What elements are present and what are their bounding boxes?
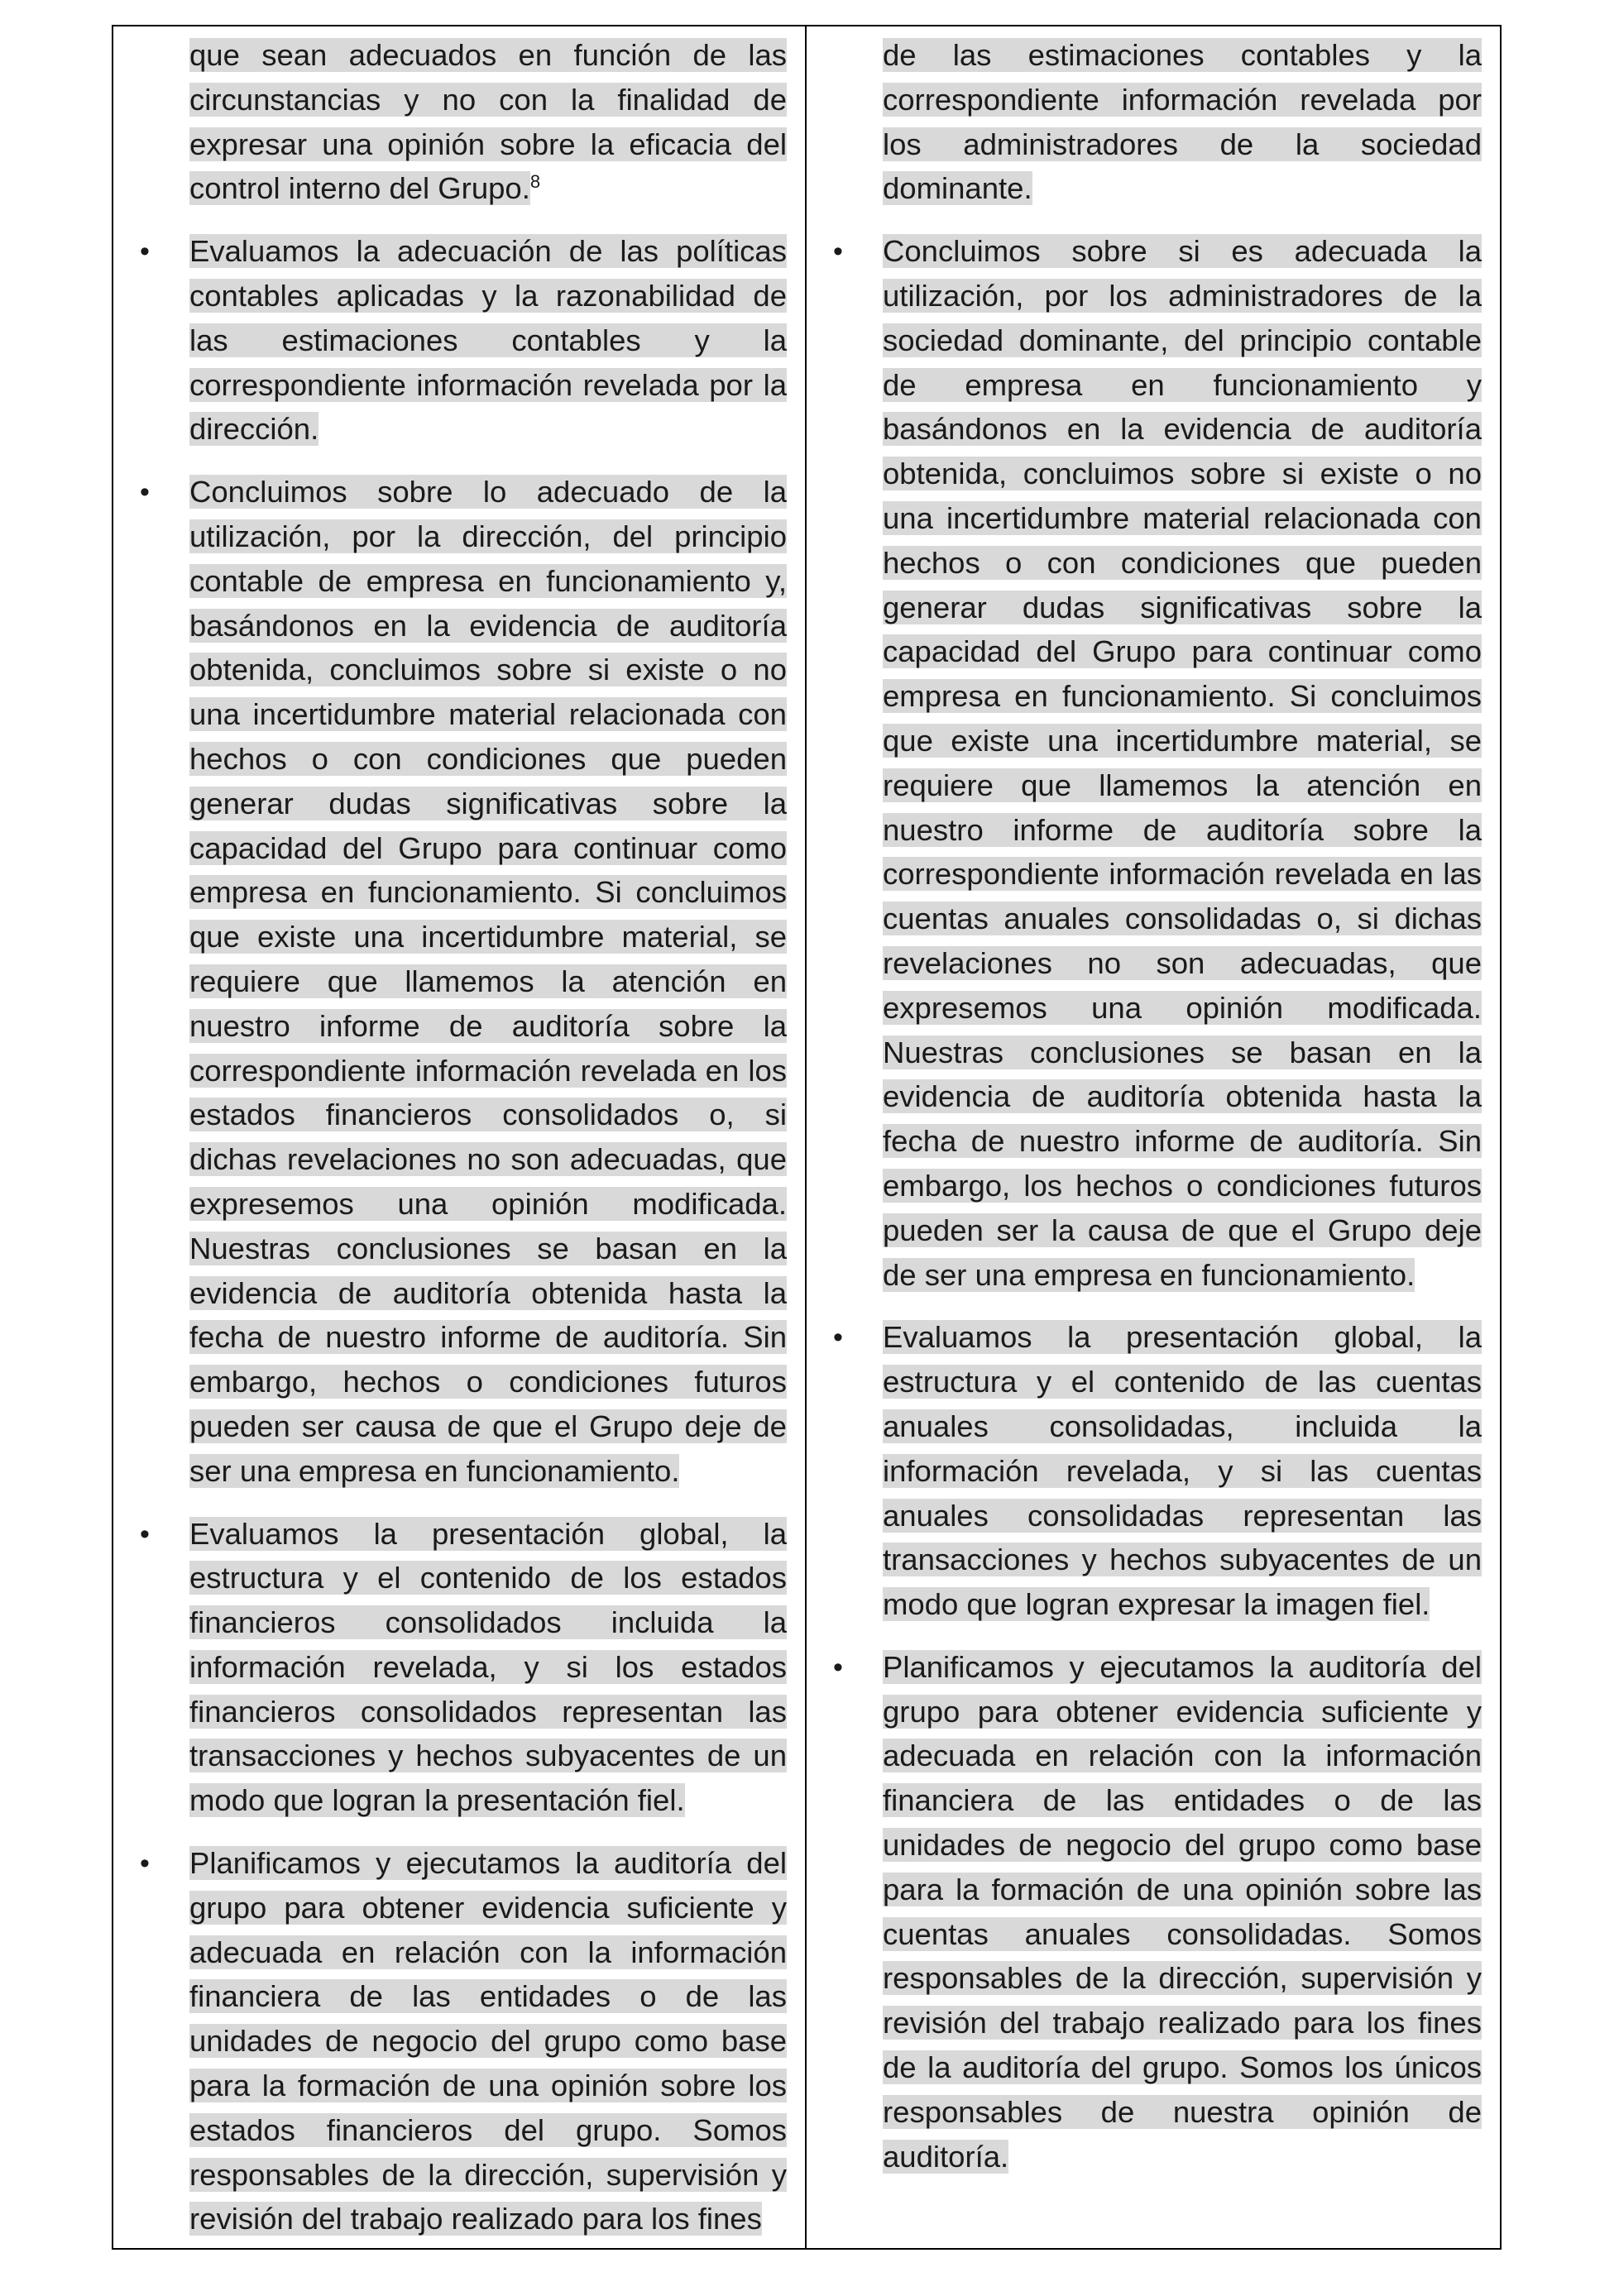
bullet-icon: •: [140, 1518, 150, 1550]
bullet-icon: •: [140, 1848, 150, 1880]
comparison-table: [112, 25, 1502, 2250]
left-continuation: [132, 33, 787, 211]
bullet-icon: •: [833, 1651, 843, 1683]
list-item-text: Evaluamos la adecuación de las políticas contables aplicadas y la razonabilidad de las estimaciones contables y la correspondiente información revelada por la dirección.: [189, 234, 787, 447]
list-item-text: Concluimos sobre lo adecuado de la utilización, por la dirección, del principio contable de empresa en funcionamiento y, basándonos en la evidencia de auditoría obtenida, concluimos sobre si existe o no una incertidumbre material relacionada con hechos o con condiciones que pueden generar dudas significativas sobre la capacidad del Grupo para continuar como empresa en funcionamiento. Si concluimos que existe una incertidumbre material, se requiere que llamemos la atención en nuestro informe de auditoría sobre la correspondiente información revelada en los estados financieros consolidados o, si dichas revelaciones no son adecuadas, que expresemos una opinión modificada. Nuestras conclusiones se basan en la evidencia de auditoría obtenida hasta la fecha de nuestro informe de auditoría. Sin embargo, hechos o condiciones futuros pueden ser causa de que el Grupo deje de ser una empresa en funcionamiento.: [189, 475, 787, 1488]
list-item: [132, 470, 787, 1493]
right-continuation-text: de las estimaciones contables y la correspondiente información revelada por los administradores de la sociedad dominante.: [883, 38, 1482, 206]
list-item-text: Concluimos sobre si es adecuada la utilización, por los administradores de la sociedad dominante, del principio contable de empresa en funcionamiento y basándonos en la evidencia de auditoría obtenida, concluimos sobre si existe o no una incertidumbre material relacionada con hechos o con condiciones que pueden generar dudas significativas sobre la capacidad del Grupo para continuar como empresa en funcionamiento. Si concluimos que existe una incertidumbre material, se requiere que llamemos la atención en nuestro informe de auditoría sobre la correspondiente información revelada en las cuentas anuales consolidadas o, si dichas revelaciones no son adecuadas, que expresemos una opinión modificada. Nuestras conclusiones se basan en la evidencia de auditoría obtenida hasta la fecha de nuestro informe de auditoría. Sin embargo, los hechos o condiciones futuros pueden ser la causa de que el Grupo deje de ser una empresa en funcionamiento.: [883, 234, 1482, 1292]
list-item: [132, 229, 787, 452]
bullet-icon: •: [833, 236, 843, 268]
left-column: [113, 26, 807, 2248]
right-continuation: [825, 33, 1482, 211]
list-item: [132, 1512, 787, 1824]
right-column: [807, 26, 1500, 2248]
list-item-text: Evaluamos la presentación global, la estructura y el contenido de las cuentas anuales consolidadas, incluida la información revelada, y si las cuentas anuales consolidadas representan las transacciones y hechos subyacentes de un modo que logran expresar la imagen fiel.: [883, 1320, 1482, 1622]
list-item: [825, 1315, 1482, 1627]
list-item: [825, 229, 1482, 1297]
list-item-text: Planificamos y ejecutamos la auditoría del grupo para obtener evidencia suficiente y adecuada en relación con la información financiera de las entidades o de las unidades de negocio del grupo como base para la formación de una opinión sobre los estados financieros del grupo. Somos responsables de la dirección, supervisión y revisión del trabajo realizado para los fines: [189, 1846, 787, 2236]
bullet-icon: •: [140, 236, 150, 268]
left-continuation-text: que sean adecuados en función de las circunstancias y no con la finalidad de expresar una opinión sobre la eficacia del control interno del Grupo.: [189, 38, 787, 206]
footnote-ref: 8: [529, 171, 541, 193]
list-item-text: Planificamos y ejecutamos la auditoría del grupo para obtener evidencia suficiente y adecuada en relación con la información financiera de las entidades o de las unidades de negocio del grupo como base para la formación de una opinión sobre las cuentas anuales consolidadas. Somos responsables de la dirección, supervisión y revisión del trabajo realizado para los fines de la auditoría del grupo. Somos los únicos responsables de nuestra opinión de auditoría.: [883, 1649, 1482, 2174]
list-item: [132, 1841, 787, 2241]
list-item: [825, 1645, 1482, 2179]
bullet-icon: •: [833, 1322, 843, 1354]
bullet-icon: •: [140, 476, 150, 509]
list-item-text: Evaluamos la presentación global, la estructura y el contenido de los estados financieros consolidados incluida la información revelada, y si los estados financieros consolidados representan las transacciones y hechos subyacentes de un modo que logran la presentación fiel.: [189, 1516, 787, 1818]
